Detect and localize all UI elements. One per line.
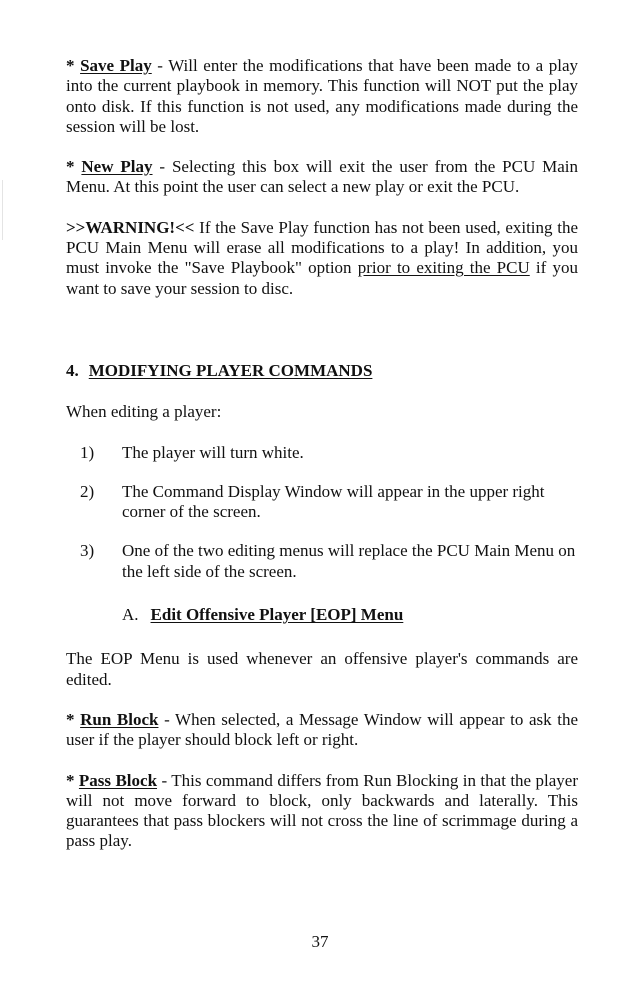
editing-steps-list [66,443,578,582]
scan-edge-mark [2,180,3,240]
section-title: MODIFYING PLAYER COMMANDS [88,360,373,380]
save-play-paragraph [66,56,578,137]
new-play-term: New Play [81,157,153,177]
warning-underlined-text: prior to exiting the PCU [357,258,530,278]
pass-block-bullet: * [66,770,75,790]
save-play-bullet: * [66,56,75,75]
page-number: 37 [311,932,329,951]
pass-block-text: - This command differs from Run Blocking in that the player will not move forward to block, only backwards and laterally. This guarantees that pass blockers will not cross the line of scrimmage during a pass play. [66,770,578,851]
warning-text-after: if you want to save your session to disc. [66,258,578,298]
section-heading [66,361,578,381]
list-item [66,443,578,463]
section-number: 4. [66,360,79,380]
subsection-heading [122,605,578,625]
subsection-letter: A. [122,605,139,625]
eop-intro-paragraph: The EOP Menu is used whenever an offensive player's commands are edited. [66,649,578,689]
pass-block-paragraph [66,771,578,852]
list-item-text: The Command Display Window will appear in the upper right corner of the screen. [122,481,545,522]
pass-block-term: Pass Block [78,770,158,790]
new-play-bullet: * [66,157,75,177]
list-marker: 2) [80,481,95,501]
list-item [66,541,578,582]
warning-paragraph [66,218,578,299]
list-marker: 3) [80,541,95,561]
run-block-term: Run Block [80,709,159,729]
warning-label: >>WARNING!<< [66,217,195,237]
section-intro: When editing a player: [66,402,222,422]
list-item-text: One of the two editing menus will replace the PCU Main Menu on the left side of the screen. [122,541,576,581]
run-block-bullet: * [66,709,75,729]
run-block-text: - When selected, a Message Window will appear to ask the user if the player should block left or right. [66,709,579,750]
document-page [66,56,578,852]
warning-text-before: If the Save Play function has not been used, exiting the PCU Main Menu will erase all modifications to a play! In addition, you must invoke the "Save Playbook" option [66,217,578,278]
subsection-title: Edit Offensive Player [EOP] Menu [150,605,404,625]
run-block-paragraph [66,710,578,751]
new-play-text: - Selecting this box will exit the user from the PCU Main Menu. At this point the user can select a new play or exit the PCU. [66,157,579,197]
list-marker: 1) [80,442,95,462]
list-item-text: The player will turn white. [122,442,304,462]
save-play-text: - Will enter the modifications that have been made to a play into the current playbook in memory. This function will NOT put the play onto disk. If this function is not used, any modifications made during the session will be lost. [66,56,579,136]
save-play-term: Save Play [80,56,152,75]
list-item [66,482,578,523]
new-play-paragraph [66,157,578,198]
